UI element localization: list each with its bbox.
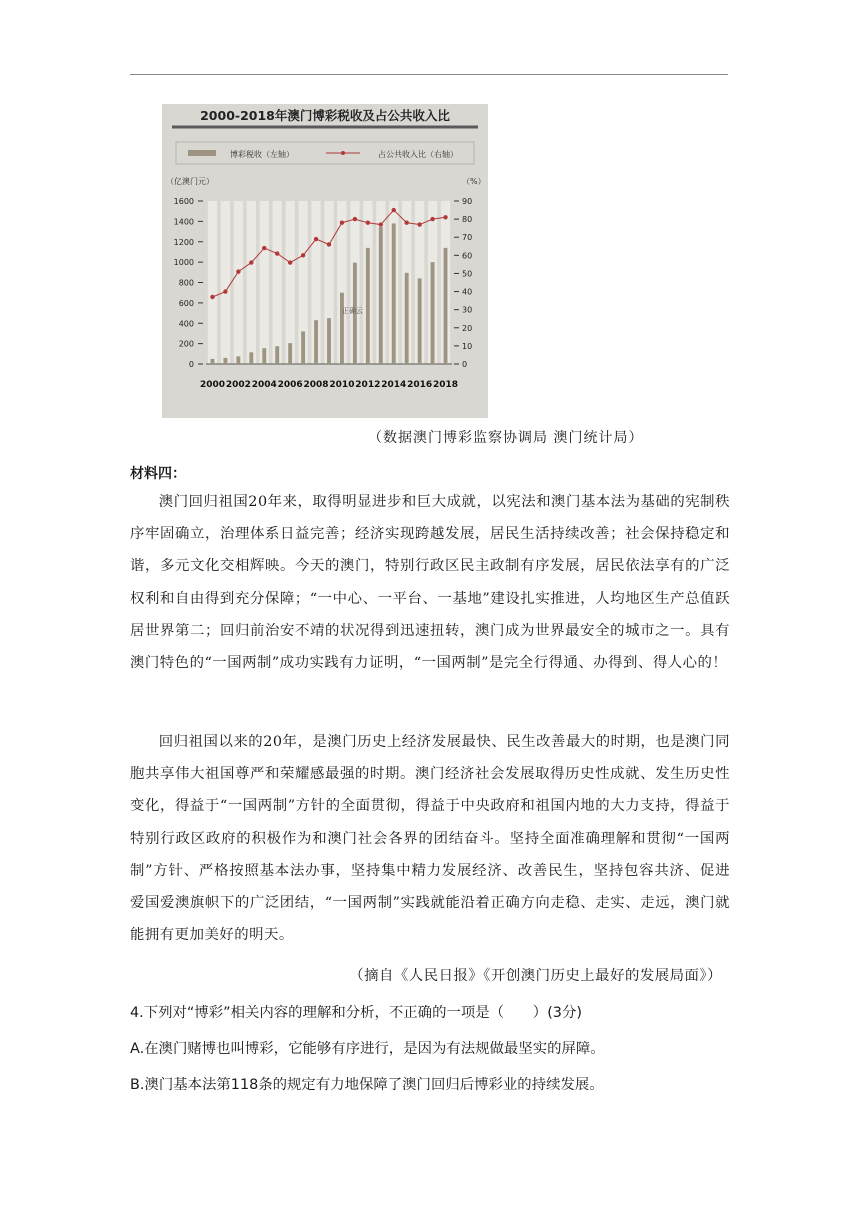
legend-bar-swatch	[188, 150, 216, 156]
right-tick-label: 0	[462, 360, 468, 369]
right-tick-label: 20	[462, 323, 473, 333]
plot-stripe	[260, 201, 269, 364]
share-point-2007	[301, 253, 305, 257]
legend-bar-label: 博彩税收（左轴）	[230, 150, 294, 159]
material-paragraph-1: 澳门回归祖国20年来，取得明显进步和巨大成就，以宪法和澳门基本法为基础的宪制秩序牢固确立，治理体系日益完善；经济实现跨越发展，居民生活持续改善；社会保持稳定和谐，多元文化交相辉映。今天的澳门，特别行政区民主政制有序发展，居民依法享有的广泛权利和自由得到充分保障；“一中心、一平台、一基地”建设扎实推进，人均地区生产总值跃居世界第二；回归前治安不靖的状况得到迅速扭转，澳门成为世界最安全的城市之一。具有澳门特色的“一国两制”成功实践有力证明，“一国两制”是完全行得通、办得到、得人心的！	[130, 494, 730, 672]
plot-stripe	[273, 201, 282, 364]
plot-stripe	[221, 201, 230, 364]
x-tick-label: 2018	[432, 380, 459, 390]
bar-2001	[223, 358, 227, 364]
share-point-2013	[379, 222, 383, 226]
right-tick-label: 80	[462, 215, 473, 225]
bar-2016	[418, 278, 422, 364]
chart-figure	[162, 104, 488, 418]
share-point-2000	[210, 295, 214, 299]
bar-2010	[340, 293, 344, 364]
chart-source-note: （数据澳门博彩监察协调局 澳门统计局）	[368, 430, 644, 446]
bar-2013	[379, 227, 383, 364]
source-attribution: （摘自《人民日报》《开创澳门历史上最好的发展局面》）	[349, 968, 722, 984]
question-option-b: B.澳门基本法第118条的规定有力地保障了澳门回归后博彩业的持续发展。	[130, 1077, 604, 1093]
bar-2009	[327, 318, 331, 364]
share-point-2016	[417, 222, 421, 226]
share-point-2001	[223, 289, 227, 293]
share-point-2008	[314, 237, 318, 241]
x-tick-label: 2002	[225, 380, 251, 390]
share-point-2010	[340, 221, 344, 225]
right-tick-label: 50	[462, 269, 473, 279]
share-point-2009	[327, 242, 331, 246]
gaming-tax-chart	[162, 104, 488, 418]
bar-2000	[211, 359, 215, 364]
plot-stripe	[208, 201, 217, 364]
bar-2014	[392, 223, 396, 364]
x-tick-label: 2012	[355, 380, 381, 390]
right-tick-label: 10	[462, 341, 473, 351]
chart-title: 2000-2018年澳门博彩税收及占公共收入比	[200, 108, 450, 123]
left-tick-label: 1600	[173, 197, 194, 206]
left-tick-label: 0	[188, 360, 194, 369]
page-top-rule	[130, 74, 728, 75]
share-point-2015	[404, 221, 408, 225]
legend-line-label: 占公共收入比（右轴）	[378, 150, 458, 159]
left-tick-label: 200	[178, 339, 194, 349]
share-point-2017	[430, 217, 434, 221]
share-point-2003	[249, 260, 253, 264]
material-heading: 材料四：	[130, 466, 186, 482]
right-tick-label: 70	[462, 233, 473, 243]
share-point-2014	[392, 208, 396, 212]
right-tick-label: 90	[462, 197, 473, 206]
left-tick-label: 400	[178, 319, 194, 329]
bar-2012	[366, 248, 370, 364]
question-stem: 4.下列对“博彩”相关内容的理解和分析，不正确的一项是（ ）(3分)	[130, 1005, 582, 1021]
bar-2006	[288, 343, 292, 364]
right-axis-unit: （%）	[462, 177, 486, 186]
bar-2005	[275, 346, 279, 364]
plot-stripe	[285, 201, 294, 364]
plot-stripe	[234, 201, 243, 364]
left-tick-label: 800	[178, 278, 194, 288]
plot-stripe	[247, 201, 256, 364]
x-tick-label: 2006	[277, 380, 303, 390]
bar-2008	[314, 320, 318, 364]
left-tick-label: 1000	[173, 258, 194, 268]
share-point-2006	[288, 260, 292, 264]
left-tick-label: 600	[178, 298, 194, 308]
right-tick-label: 60	[462, 251, 473, 261]
x-tick-label: 2014	[381, 380, 407, 390]
right-tick-label: 30	[462, 305, 473, 315]
bar-2017	[431, 262, 435, 364]
x-tick-label: 2016	[407, 380, 433, 390]
chart-watermark: 正确云	[342, 307, 363, 315]
bar-2002	[236, 356, 240, 364]
share-point-2012	[366, 221, 370, 225]
x-tick-label: 2004	[251, 380, 277, 390]
bar-2003	[249, 352, 253, 364]
bar-2007	[301, 331, 305, 364]
legend-line-marker	[341, 151, 345, 155]
bar-2018	[444, 248, 448, 364]
x-tick-label: 2000	[199, 380, 226, 390]
right-tick-label: 40	[462, 287, 473, 297]
left-tick-label: 1400	[173, 217, 194, 227]
x-tick-label: 2008	[303, 380, 329, 390]
share-point-2011	[353, 217, 357, 221]
share-point-2005	[275, 251, 279, 255]
left-axis-unit: （亿澳门元）	[166, 177, 214, 186]
x-tick-label: 2010	[329, 380, 355, 390]
left-tick-label: 1200	[173, 237, 194, 247]
share-point-2018	[443, 215, 447, 219]
question-option-a: A.在澳门赌博也叫博彩，它能够有序进行，是因为有法规做最坚实的屏障。	[130, 1041, 605, 1057]
material-paragraph-2: 回归祖国以来的20年，是澳门历史上经济发展最快、民生改善最大的时期，也是澳门同胞共享伟大祖国尊严和荣耀感最强的时期。澳门经济社会发展取得历史性成就、发生历史性变化，得益于“一国两制”方针的全面贯彻，得益于中央政府和祖国内地的大力支持，得益于特别行政区政府的积极作为和澳门社会各界的团结奋斗。坚持全面准确理解和贯彻“一国两制”方针、严格按照基本法办事，坚持集中精力发展经济、改善民生，坚持包容共济、促进爱国爱澳旗帜下的广泛团结，“一国两制”实践就能沿着正确方向走稳、走实、走远，澳门就能拥有更加美好的明天。	[130, 734, 730, 944]
share-point-2004	[262, 246, 266, 250]
bar-2004	[262, 348, 266, 364]
share-point-2002	[236, 269, 240, 273]
bar-2015	[405, 273, 409, 364]
